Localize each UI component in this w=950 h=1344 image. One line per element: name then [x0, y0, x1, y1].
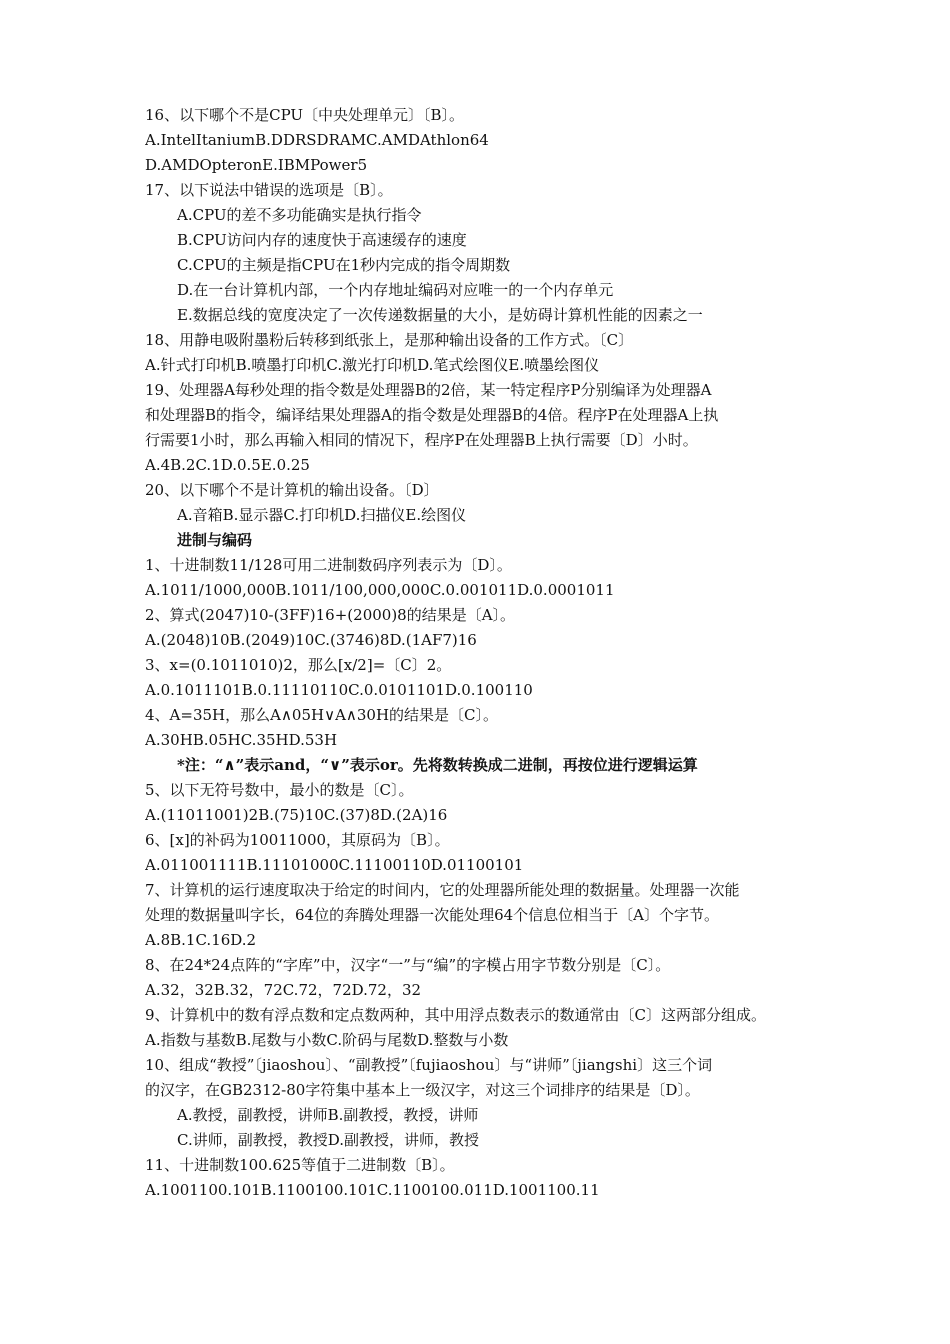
text-line: A.1001100.101B.1100100.101C.1100100.011D.1001100.11 — [145, 1181, 600, 1199]
text-line: D.AMDOpteronE.IBMPower5 — [145, 156, 368, 174]
section-heading: *注：“∧”表示and，“∨”表示or。先将数转换成二进制，再按位进行逻辑运算 — [177, 756, 698, 774]
text-line: 10、组成“教授”〔jiaoshou〕、“副教授”〔fujiaoshou〕与“讲师”〔jiangshi〕这三个词 — [145, 1056, 713, 1074]
text-line: 行需要1小时，那么再输入相同的情况下，程序P在处理器B上执行需要〔D〕小时。 — [145, 431, 698, 449]
text-line: A.30HB.05HC.35HD.53H — [145, 731, 338, 749]
text-line: 19、处理器A每秒处理的指令数是处理器B的2倍，某一特定程序P分别编译为处理器A — [145, 381, 712, 399]
text-line: A.教授，副教授，讲师B.副教授，教授，讲师 — [177, 1106, 479, 1124]
text-line: 3、x=(0.1011010)2，那么[x/2]=〔C〕2。 — [145, 656, 452, 674]
text-line: E.数据总线的宽度决定了一次传递数据量的大小，是妨碍计算机性能的因素之一 — [177, 306, 703, 324]
text-line: B.CPU访问内存的速度快于高速缓存的速度 — [177, 231, 467, 249]
text-line: 的汉字，在GB2312-80字符集中基本上一级汉字，对这三个词排序的结果是〔D〕。 — [145, 1081, 700, 1099]
text-line: 5、以下无符号数中，最小的数是〔C〕。 — [145, 781, 414, 799]
text-line: A.CPU的差不多功能确实是执行指令 — [177, 206, 422, 224]
text-line: 11、十进制数100.625等值于二进制数〔B〕。 — [145, 1156, 455, 1174]
text-line: 4、A=35H，那么A∧05H∨A∧30H的结果是〔C〕。 — [145, 706, 499, 724]
text-line: D.在一台计算机内部，一个内存地址编码对应唯一的一个内存单元 — [177, 281, 614, 299]
text-line: 18、用静电吸附墨粉后转移到纸张上，是那种输出设备的工作方式。〔C〕 — [145, 331, 634, 349]
text-line: 2、算式(2047)10-(3FF)16+(2000)8的结果是〔A〕。 — [145, 606, 516, 624]
text-line: A.指数与基数B.尾数与小数C.阶码与尾数D.整数与小数 — [145, 1031, 509, 1049]
text-line: A.音箱B.显示器C.打印机D.扫描仪E.绘图仪 — [177, 506, 467, 524]
document-body — [145, 103, 825, 1203]
text-line: A.IntelItaniumB.DDRSDRAMC.AMDAthlon64 — [145, 131, 489, 149]
text-line: A.011001111B.11101000C.11100110D.01100101 — [145, 856, 524, 874]
text-line: 1、十进制数11/128可用二进制数码序列表示为〔D〕。 — [145, 556, 512, 574]
text-line: A.1011/1000,000B.1011/100,000,000C.0.001011D.0.0001011 — [145, 581, 615, 599]
text-line: 6、[x]的补码为10011000，其原码为〔B〕。 — [145, 831, 450, 849]
text-line: A.(2048)10B.(2049)10C.(3746)8D.(1AF7)16 — [145, 631, 477, 649]
text-line: C.CPU的主频是指CPU在1秒内完成的指令周期数 — [177, 256, 511, 274]
text-line: 17、以下说法中错误的选项是〔B〕。 — [145, 181, 393, 199]
text-line: 处理的数据量叫字长，64位的奔腾处理器一次能处理64个信息位相当于〔A〕个字节。 — [145, 906, 720, 924]
text-line: A.8B.1C.16D.2 — [145, 931, 257, 949]
text-line: C.讲师，副教授，教授D.副教授，讲师，教授 — [177, 1131, 479, 1149]
text-line: A.32，32B.32，72C.72，72D.72，32 — [145, 981, 422, 999]
text-line: A.4B.2C.1D.0.5E.0.25 — [145, 456, 310, 474]
text-line: A.针式打印机B.喷墨打印机C.激光打印机D.笔式绘图仪E.喷墨绘图仪 — [145, 356, 600, 374]
text-line: 7、计算机的运行速度取决于给定的时间内，它的处理器所能处理的数据量。处理器一次能 — [145, 881, 740, 899]
text-line: 和处理器B的指令，编译结果处理器A的指令数是处理器B的4倍。程序P在处理器A上执 — [145, 406, 719, 424]
text-line: 8、在24*24点阵的“字库”中，汉字“一”与“编”的字模占用字节数分别是〔C〕。 — [145, 956, 671, 974]
section-heading: 进制与编码 — [177, 531, 253, 549]
text-line: A.(11011001)2B.(75)10C.(37)8D.(2A)16 — [145, 806, 448, 824]
text-line: A.0.1011101B.0.11110110C.0.0101101D.0.100110 — [145, 681, 533, 699]
text-line: 16、以下哪个不是CPU〔中央处理单元〕〔B〕。 — [145, 106, 465, 124]
text-line: 9、计算机中的数有浮点数和定点数两种，其中用浮点数表示的数通常由〔C〕这两部分组成。 — [145, 1006, 767, 1024]
text-line: 20、以下哪个不是计算机的输出设备。〔D〕 — [145, 481, 439, 499]
